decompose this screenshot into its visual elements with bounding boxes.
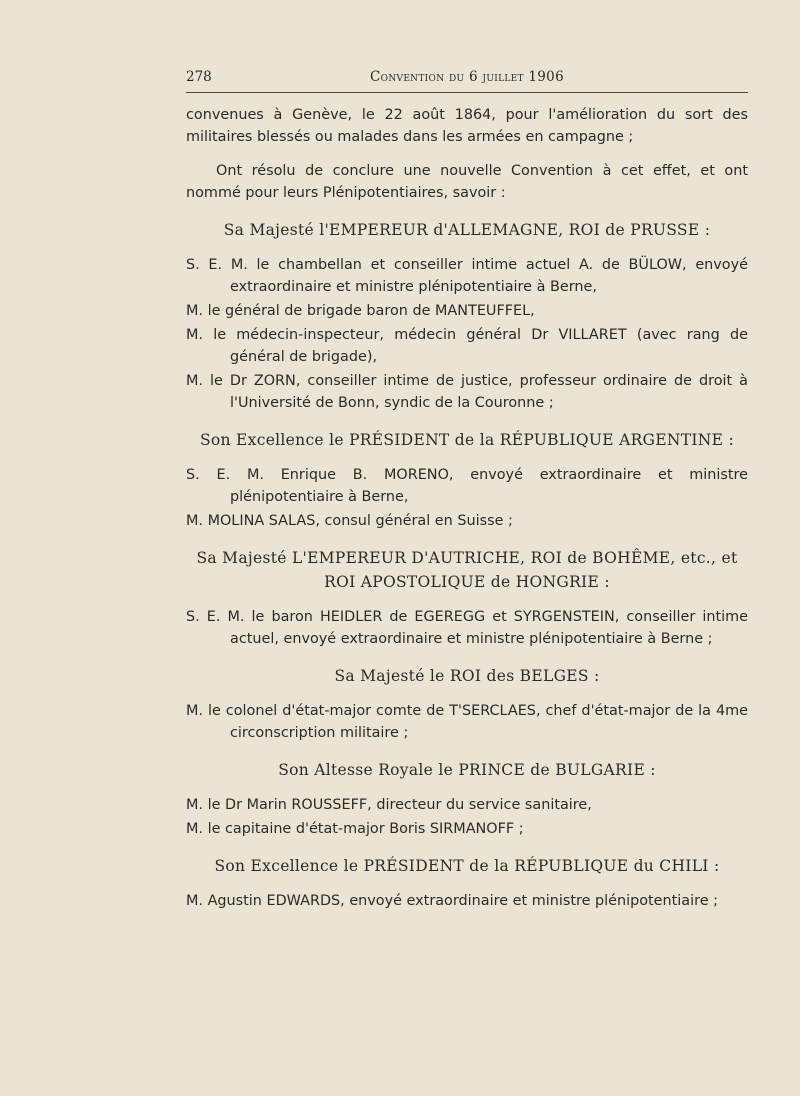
section-heading-belgium: Sa Majesté le ROI des BELGES : (334, 667, 600, 685)
section-heading-bulgaria: Son Altesse Royale le PRINCE de BULGARIE : (278, 761, 656, 779)
page-number: 278 (186, 69, 212, 85)
section-heading-chile: Son Excellence le PRÉSIDENT de la RÉPUBLIQUE du CHILI : (214, 857, 720, 875)
section-heading-germany: Sa Majesté l'EMPEREUR d'ALLEMAGNE, ROI de PRUSSE : (223, 221, 711, 239)
plenipotentiary-entry: M. le Dr ZORN, conseiller intime de justice, professeur ordinaire de droit à l'Université de Bonn, syndic de la Couronne ; (186, 373, 748, 411)
paragraph-gap (186, 148, 748, 160)
plenipotentiary-entry: M. le capitaine d'état-major Boris SIRMANOFF ; (186, 821, 524, 837)
section-heading-argentina: Son Excellence le PRÉSIDENT de la RÉPUBLIQUE ARGENTINE : (200, 431, 734, 449)
plenipotentiary-entry: M. Agustin EDWARDS, envoyé extraordinaire et ministre plénipotentiaire ; (186, 893, 718, 909)
plenipotentiary-entry: M. le Dr Marin ROUSSEFF, directeur du service sanitaire, (186, 797, 592, 813)
intro-paragraph: convenues à Genève, le 22 août 1864, pour l'amélioration du sort des militaires blessés ou malades dans les armées en campagne ; (186, 107, 748, 145)
document-body (186, 104, 748, 914)
plenipotentiary-entry: M. le général de brigade baron de MANTEUFFEL, (186, 303, 535, 319)
section-heading-austria-hungary: Sa Majesté L'EMPEREUR D'AUTRICHE, ROI de BOHÊME, etc., et ROI APOSTOLIQUE de HONGRIE : (196, 549, 738, 591)
plenipotentiary-entry: S. E. M. Enrique B. MORENO, envoyé extraordinaire et ministre plénipotentiaire à Berne, (186, 467, 748, 505)
running-title: Convention du 6 juillet 1906 (370, 69, 564, 85)
plenipotentiary-entry: S. E. M. le chambellan et conseiller intime actuel A. de BÜLOW, envoyé extraordinaire et ministre plénipotentiaire à Berne, (186, 257, 748, 295)
running-header (186, 67, 748, 89)
header-rule (186, 92, 748, 93)
plenipotentiary-entry: M. MOLINA SALAS, consul général en Suisse ; (186, 513, 513, 529)
resolution-paragraph: Ont résolu de conclure une nouvelle Convention à cet effet, et ont nommé pour leurs Plénipotentiaires, savoir : (186, 163, 748, 201)
plenipotentiary-entry: S. E. M. le baron HEIDLER de EGEREGG et SYRGENSTEIN, conseiller intime actuel, envoyé extraordinaire et ministre plénipotentiaire à Berne ; (186, 609, 748, 647)
plenipotentiary-entry: M. le colonel d'état-major comte de T'SERCLAES, chef d'état-major de la 4me circonscription militaire ; (186, 703, 748, 741)
plenipotentiary-entry: M. le médecin-inspecteur, médecin général Dr VILLARET (avec rang de général de brigade), (186, 327, 748, 365)
